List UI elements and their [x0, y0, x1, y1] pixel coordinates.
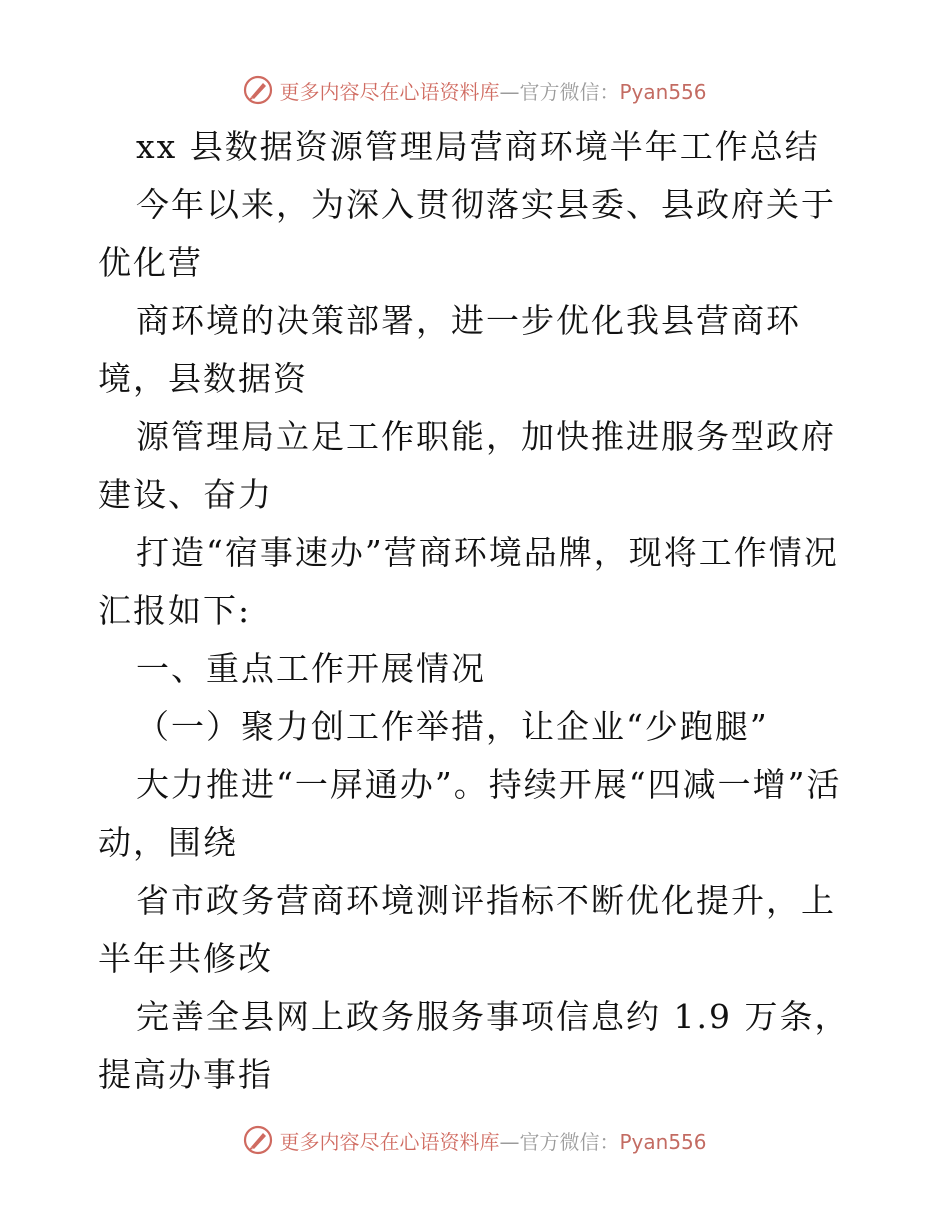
watermark-text: 更多内容尽在心语资料库—官方微信：Pyan556	[279, 1129, 707, 1154]
paragraph: 商环境的决策部署，进一步优化我县营商环境，县数据资	[98, 301, 801, 398]
document-title: xx 县数据资源管理局营商环境半年工作总结	[136, 127, 820, 166]
section-heading: 一、重点工作开展情况	[136, 649, 486, 688]
paragraph: 省市政务营商环境测评指标不断优化提升，上半年共修改	[98, 881, 836, 978]
paragraph: 源管理局立足工作职能，加快推进服务型政府建设、奋力	[98, 417, 836, 514]
paragraph: 今年以来，为深入贯彻落实县委、县政府关于优化营	[98, 185, 836, 282]
watermark-header	[0, 70, 950, 110]
document-body	[98, 118, 868, 1104]
quill-pen-icon	[243, 75, 273, 105]
paragraph: 打造“宿事速办”营商环境品牌，现将工作情况汇报如下:	[98, 533, 839, 630]
paragraph: 完善全县网上政务服务事项信息约 1.9 万条，提高办事指	[98, 997, 850, 1094]
quill-pen-icon	[243, 1125, 273, 1155]
watermark-footer	[0, 1120, 950, 1160]
paragraph: 大力推进“一屏通办”。持续开展“四减一增”活动，围绕	[98, 765, 842, 862]
subsection-heading: （一）聚力创工作举措，让企业“少跑腿”	[136, 707, 769, 746]
watermark-text: 更多内容尽在心语资料库—官方微信：Pyan556	[279, 79, 707, 104]
